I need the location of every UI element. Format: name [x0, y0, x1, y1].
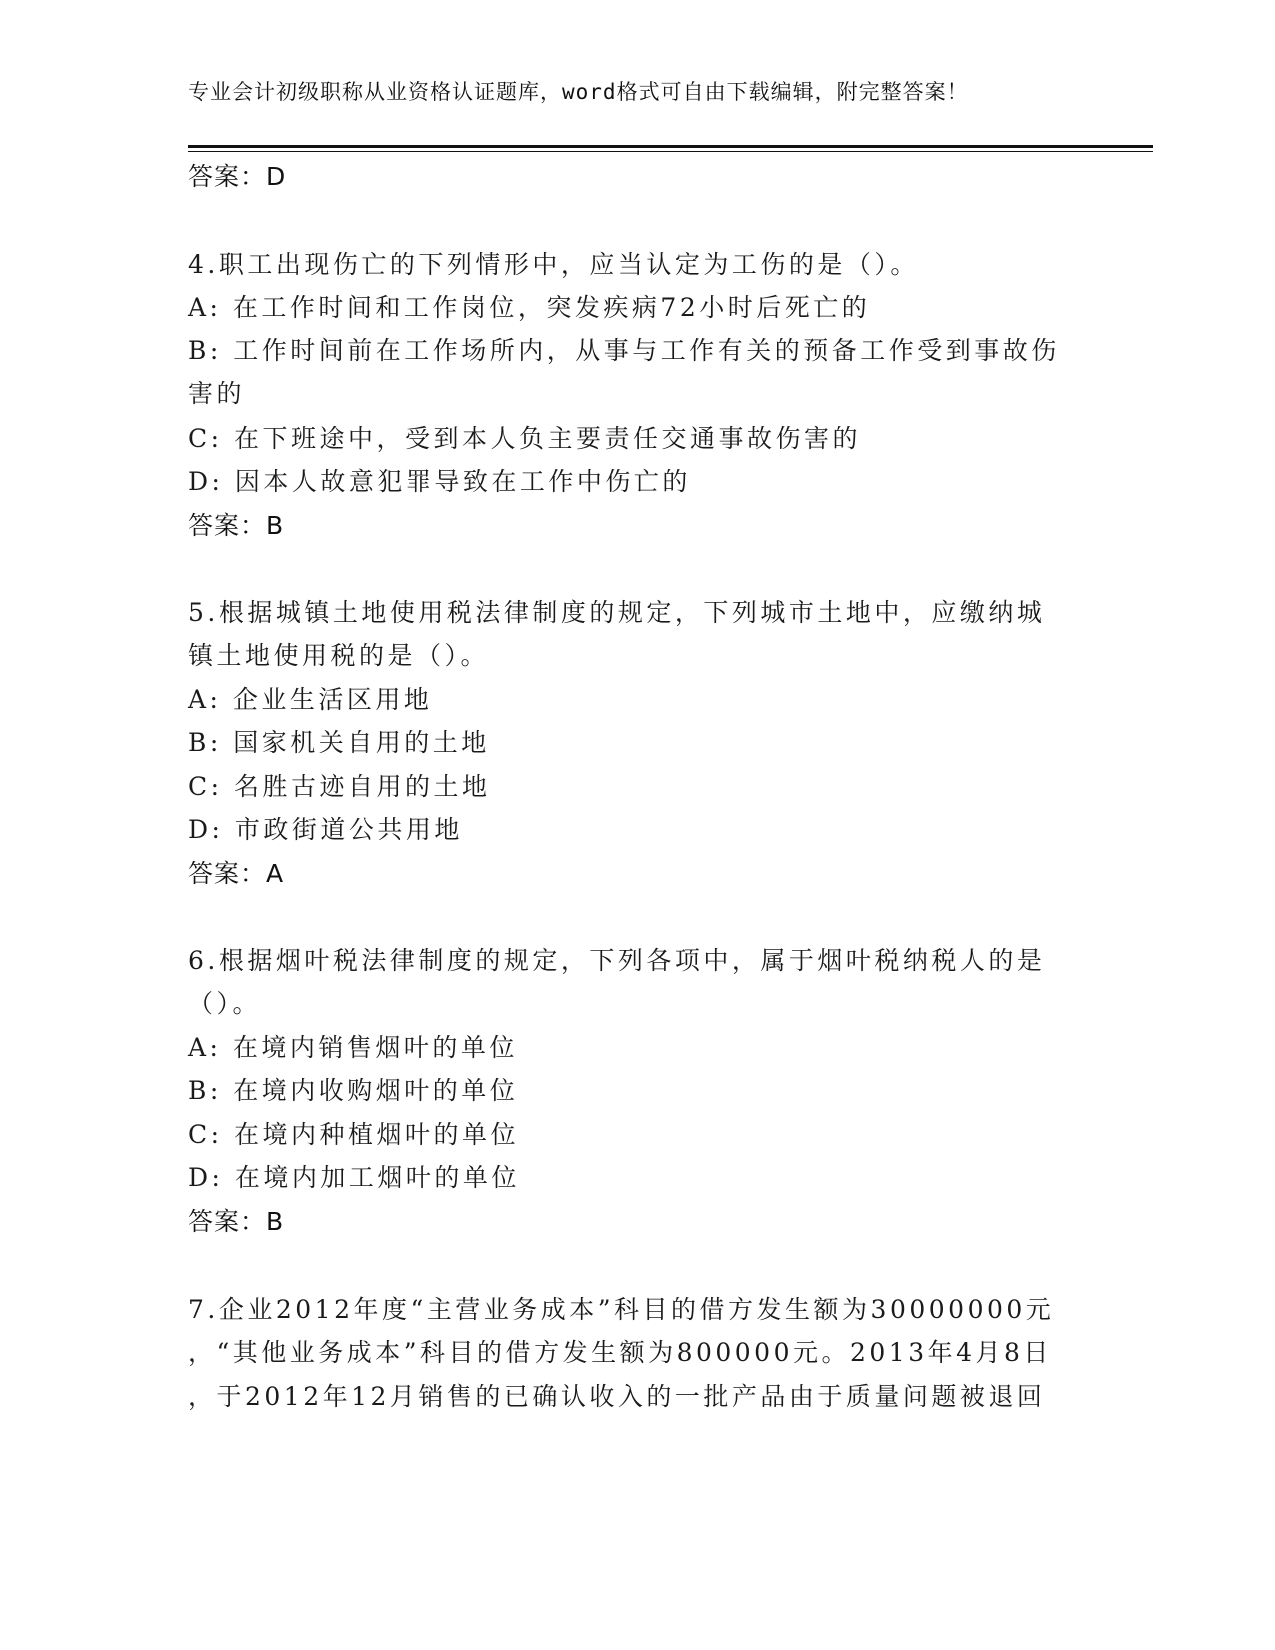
question-stem-continued: 镇土地使用税的是（）。 [188, 641, 490, 670]
question-stem: 5.根据城镇土地使用税法律制度的规定，下列城市土地中，应缴纳城 [188, 598, 1046, 627]
option-c: C: 在下班途中，受到本人负主要责任交通事故伤害的 [188, 424, 862, 453]
option-b: B: 国家机关自用的土地 [188, 728, 490, 757]
option-c: C: 在境内种植烟叶的单位 [188, 1120, 519, 1149]
option-c: C: 名胜古迹自用的土地 [188, 772, 491, 801]
option-a: A: 在工作时间和工作岗位，突发疾病72小时后死亡的 [188, 293, 871, 322]
answer-line: 答案：D [188, 162, 287, 191]
question-stem: 7.企业2012年度“主营业务成本”科目的借方发生额为30000000元 [188, 1295, 1055, 1324]
header-rule [188, 145, 1153, 148]
header-rule-thin [188, 151, 1153, 152]
option-a: A: 在境内销售烟叶的单位 [188, 1033, 518, 1062]
answer-line: 答案：B [188, 1207, 285, 1236]
option-b-continued: 害的 [188, 379, 246, 408]
page-header: 专业会计初级职称从业资格认证题库，word格式可自由下载编辑，附完整答案！ [188, 80, 969, 104]
question-stem-continued: ，“其他业务成本”科目的借方发生额为800000元。2013年4月8日 [188, 1338, 1052, 1367]
option-d: D: 因本人故意犯罪导致在工作中伤亡的 [188, 467, 691, 496]
option-d: D: 在境内加工烟叶的单位 [188, 1163, 520, 1192]
option-b: B: 工作时间前在工作场所内，从事与工作有关的预备工作受到事故伤 [188, 336, 1060, 365]
option-b: B: 在境内收购烟叶的单位 [188, 1076, 519, 1105]
option-a: A: 企业生活区用地 [188, 685, 433, 714]
option-d: D: 市政街道公共用地 [188, 815, 463, 844]
question-stem-continued: （）。 [188, 989, 262, 1018]
answer-line: 答案：B [188, 511, 285, 540]
question-stem: 4.职工出现伤亡的下列情形中，应当认定为工伤的是（）。 [188, 250, 919, 279]
question-stem-continued: ，于2012年12月销售的已确认收入的一批产品由于质量问题被退回 [188, 1382, 1046, 1411]
answer-line: 答案：A [188, 859, 285, 888]
question-stem: 6.根据烟叶税法律制度的规定，下列各项中，属于烟叶税纳税人的是 [188, 946, 1046, 975]
